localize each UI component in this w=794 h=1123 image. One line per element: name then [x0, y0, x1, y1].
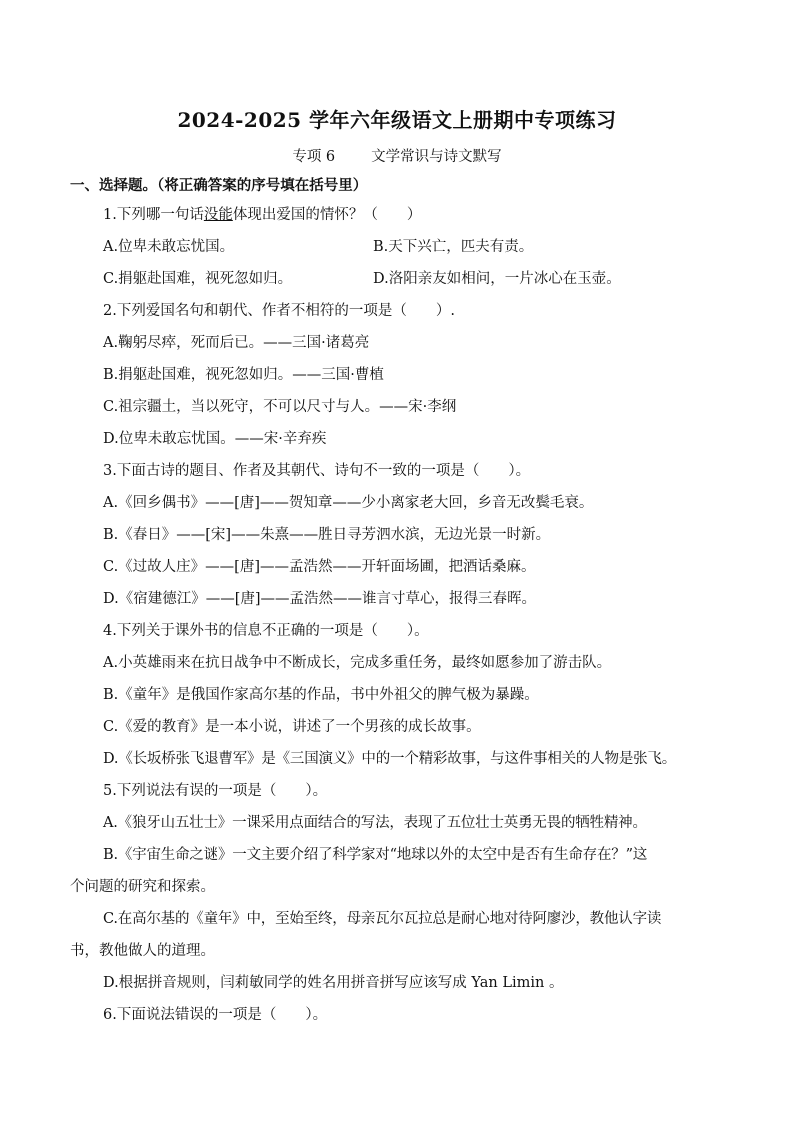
q1-stem-part2: 体现出爱国的情怀？（ ） — [232, 207, 422, 223]
subtitle-topic: 文学常识与诗文默写 — [371, 149, 502, 165]
q3-option-d: D.《宿建德江》——[唐]——孟浩然——谁言寸草心，报得三春晖。 — [103, 591, 537, 607]
q4-option-a: A.小英雄雨来在抗日战争中不断成长，完成多重任务，最终如愿参加了游击队。 — [103, 655, 612, 671]
q5-option-b-line2: 个问题的研究和探索。 — [70, 879, 215, 895]
q5-option-d: D.根据拼音规则，闫莉敏同学的姓名用拼音拼写应该写成 Yan Limin 。 — [103, 975, 564, 991]
q4-option-c: C.《爱的教育》是一本小说，讲述了一个男孩的成长故事。 — [103, 719, 481, 735]
q3-option-c: C.《过故人庄》——[唐]——孟浩然——开轩面场圃，把酒话桑麻。 — [103, 559, 536, 575]
q5-option-b-line1: B.《宇宙生命之谜》一文主要介绍了科学家对“地球以外的太空中是否有生命存在？”这 — [103, 847, 648, 863]
q5-option-c-line2: 书，教他做人的道理。 — [70, 943, 215, 959]
section-heading: 一、选择题。（将正确答案的序号填在括号里） — [70, 177, 368, 194]
q5-option-a: A.《狼牙山五壮士》一课采用点面结合的写法，表现了五位壮士英勇无畏的牺牲精神。 — [103, 815, 647, 831]
q5-stem: 5.下列说法有误的一项是（ ）。 — [103, 783, 328, 799]
q1-option-a: A.位卑未敢忘忧国。 — [103, 239, 235, 255]
q3-option-b: B.《春日》——[宋]——朱熹——胜日寻芳泗水滨，无边光景一时新。 — [103, 527, 551, 543]
q1-stem-underlined: 没能 — [203, 207, 233, 223]
q4-stem: 4.下列关于课外书的信息不正确的一项是（ ）。 — [103, 623, 429, 639]
page-title: 2024-2025 学年六年级语文上册期中专项练习 — [177, 108, 617, 132]
q6-stem: 6.下面说法错误的一项是（ ）。 — [103, 1007, 328, 1023]
q2-option-d: D.位卑未敢忘忧国。——宋·辛弃疾 — [103, 431, 327, 447]
q2-stem: 2.下列爱国名句和朝代、作者不相符的一项是（ ）. — [103, 303, 455, 319]
q1-stem — [103, 205, 421, 225]
page-subtitle — [0, 145, 794, 166]
q4-option-b: B.《童年》是俄国作家高尔基的作品，书中外祖父的脾气极为暴躁。 — [103, 687, 539, 703]
q2-option-c: C.祖宗疆土，当以死守，不可以尺寸与人。——宋·李纲 — [103, 399, 457, 415]
q2-option-b: B.捐躯赴国难，视死忽如归。——三国·曹植 — [103, 367, 384, 383]
subtitle-code: 专项 6 — [292, 149, 336, 165]
q3-stem: 3.下面古诗的题目、作者及其朝代、诗句不一致的一项是（ ）。 — [103, 463, 531, 479]
q4-option-d: D.《长坂桥张飞退曹军》是《三国演义》中的一个精彩故事，与这件事相关的人物是张飞。 — [103, 751, 677, 767]
q1-option-c: C.捐躯赴国难，视死忽如归。 — [103, 271, 293, 287]
q5-option-c-line1: C.在高尔基的《童年》中，至始至终，母亲瓦尔瓦拉总是耐心地对待阿廖沙，教他认字读 — [103, 911, 662, 927]
q2-option-a: A.鞠躬尽瘁，死而后已。——三国·诸葛亮 — [103, 335, 370, 351]
q1-option-b: B.天下兴亡，匹夫有责。 — [373, 239, 534, 255]
q1-option-d: D.洛阳亲友如相问，一片冰心在玉壶。 — [373, 271, 621, 287]
q1-stem-part1: 1.下列哪一句话 — [103, 207, 204, 223]
q3-option-a: A.《回乡偶书》——[唐]——贺知章——少小离家老大回，乡音无改鬓毛衰。 — [103, 495, 594, 511]
